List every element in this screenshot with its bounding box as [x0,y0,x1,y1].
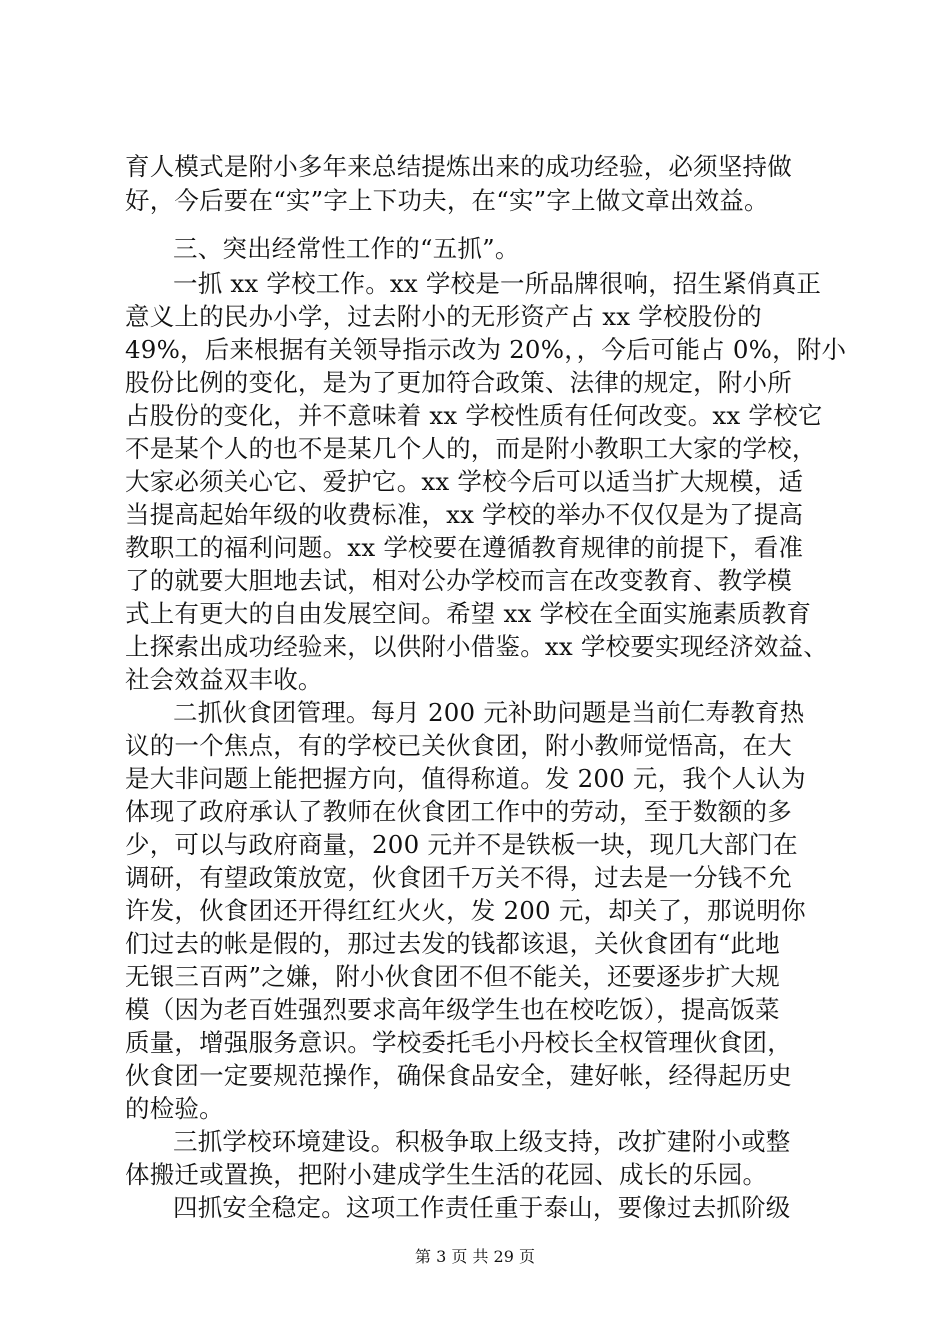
text-line: 模（因为老百姓强烈要求高年级学生也在校吃饭），提高饭菜 [125,995,780,1024]
text-line: 的检验。 [125,1094,224,1123]
text-line: 育人模式是附小多年来总结提炼出来的成功经验，必须坚持做 [125,152,792,181]
text-line: 一抓 xx 学校工作。xx 学校是一所品牌很响，招生紧俏真正 [173,269,822,298]
text-line: 了的就要大胆地去试，相对公办学校而言在改变教育、教学模 [125,566,792,595]
text-line: 49%，后来根据有关领导指示改为 20%，，今后可能占 0%，附小 [125,335,847,364]
text-line: 意义上的民办小学，过去附小的无形资产占 xx 学校股份的 [125,302,762,331]
text-line: 调研，有望政策放宽，伙食团千万关不得，过去是一分钱不允 [125,863,792,892]
text-line: 上探索出成功经验来，以供附小借鉴。xx 学校要实现经济效益、 [125,632,828,661]
text-line: 二抓伙食团管理。每月 200 元补助问题是当前仁寿教育热 [173,698,805,727]
text-line: 当提高起始年级的收费标准，xx 学校的举办不仅仅是为了提高 [125,500,804,529]
text-line: 占股份的变化，并不意味着 xx 学校性质有任何改变。xx 学校它 [125,401,823,430]
text-line: 好，今后要在“实”字上下功夫，在“实”字上做文章出效益。 [125,186,769,215]
text-line: 无银三百两”之嫌，附小伙食团不但不能关，还要逐步扩大规 [125,962,780,991]
text-line: 许发，伙食团还开得红红火火，发 200 元，却关了，那说明你 [125,896,806,925]
text-line: 少，可以与政府商量，200 元并不是铁板一块，现几大部门在 [125,830,798,859]
text-line: 不是某个人的也不是某几个人的，而是附小教职工大家的学校， [125,434,817,463]
text-line: 四抓安全稳定。这项工作责任重于泰山，要像过去抓阶级 [173,1193,791,1222]
text-line: 议的一个焦点，有的学校已关伙食团，附小教师觉悟高，在大 [125,731,792,760]
text-line: 体搬迁或置换，把附小建成学生生活的花园、成长的乐园。 [125,1160,768,1189]
section-heading: 三、突出经常性工作的“五抓”。 [173,234,520,263]
text-line: 质量，增强服务意识。学校委托毛小丹校长全权管理伙食团， [125,1028,792,1057]
page-number: 第 3 页 共 29 页 [415,1247,535,1266]
text-line: 教职工的福利问题。xx 学校要在遵循教育规律的前提下，看准 [125,533,804,562]
text-line: 伙食团一定要规范操作，确保食品安全，建好帐，经得起历史 [125,1061,792,1090]
text-line: 体现了政府承认了教师在伙食团工作中的劳动，至于数额的多 [125,797,792,826]
text-line: 式上有更大的自由发展空间。希望 xx 学校在全面实施素质教育 [125,599,812,628]
text-line: 股份比例的变化，是为了更加符合政策、法律的规定，附小所 [125,368,792,397]
text-line: 大家必须关心它、爱护它。xx 学校今后可以适当扩大规模，适 [125,467,804,496]
text-line: 三抓学校环境建设。积极争取上级支持，改扩建附小或整 [173,1127,791,1156]
text-line: 们过去的帐是假的，那过去发的钱都该退，关伙食团有“此地 [125,929,780,958]
text-line: 是大非问题上能把握方向，值得称道。发 200 元，我个人认为 [125,764,806,793]
text-line: 社会效益双丰收。 [125,665,323,694]
